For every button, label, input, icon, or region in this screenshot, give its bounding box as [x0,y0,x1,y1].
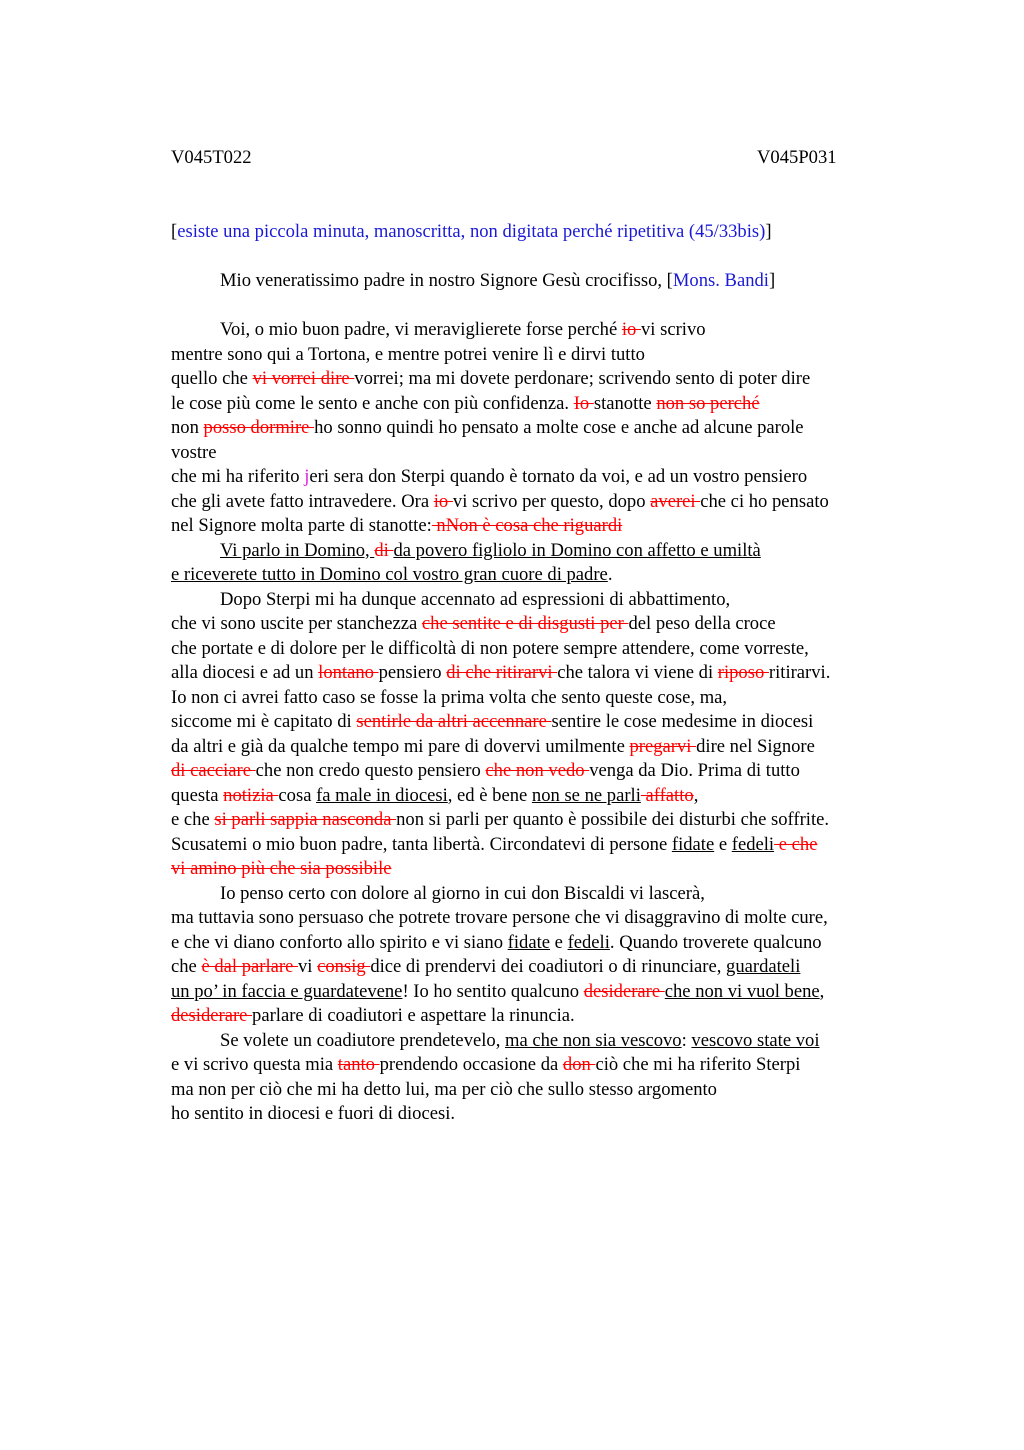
deleted-text: averei [650,490,701,512]
text-segment: ho sentito in diocesi e fuori di diocesi. [171,1103,456,1124]
text-segment: non si parli per quanto è possibile dei disturbi che soffrite. [396,809,830,830]
text-segment: siccome mi è capitato di [171,711,357,732]
text-segment: vostre [171,441,217,463]
deleted-text: lontano [318,662,379,683]
text-line [171,955,931,980]
document-code-right: V045P031 [757,147,837,168]
salutation-text: Mio veneratissimo padre in nostro Signore Gesù crocifisso, [ [220,270,673,291]
text-line [171,490,931,515]
text-line [171,906,931,931]
text-line [171,808,931,833]
deleted-text: di [374,539,394,561]
text-line [171,759,931,784]
deleted-text: vi vorrei dire [252,368,355,389]
underlined-text: che non vi vuol bene [664,980,820,1002]
text-line [171,563,931,588]
deleted-text: riposo [717,662,769,683]
deleted-text: Io [573,392,594,414]
deleted-text: di cacciare [171,760,256,781]
text-segment: ho sonno quindi ho pensato a molte cose e anche ad alcune parole [314,417,804,438]
text-line [171,1053,931,1078]
text-segment: vi scrivo [641,319,706,340]
text-segment: Io non ci avrei fatto caso se fosse la prima volta che sento queste cose, ma, [171,686,728,708]
text-segment: e vi scrivo questa mia [171,1054,338,1075]
text-segment: sentire le cose medesime in diocesi [551,711,814,732]
text-segment: prendendo occasione da [379,1054,563,1075]
text-segment: dice di prendervi dei coadiutori o di rinunciare, [370,956,727,977]
text-segment: ciò che mi ha riferito Sterpi [595,1054,801,1075]
underlined-text: fa male in diocesi [316,784,448,806]
text-segment: parlare di coadiutori e aspettare la rinuncia. [252,1005,575,1026]
deleted-text: posso dormire [203,417,315,438]
text-segment: ma non per ciò che mi ha detto lui, ma per ciò che sullo stesso argomento [171,1078,717,1100]
text-line [171,392,931,417]
underlined-text: fedeli [731,833,775,855]
text-segment: ! Io ho sentito qualcuno [402,980,584,1002]
deleted-text: è dal parlare [201,956,298,977]
text-segment: che mi ha riferito [171,466,305,487]
deleted-text: don [562,1054,596,1075]
text-line [171,441,931,466]
text-segment: quello che [171,368,253,389]
document-code-left: V045T022 [171,147,252,168]
text-segment: del peso della croce [628,613,776,634]
text-segment: che non credo questo pensiero [255,760,486,781]
underlined-text: vescovo state voi [691,1029,820,1051]
deleted-text: affatto [640,784,694,806]
text-segment: che ci ho pensato [700,490,829,512]
underlined-text: fidate [671,833,715,855]
recipient-name: Mons. Bandi [672,270,769,291]
text-segment: Se volete un coadiutore prendetevelo, [220,1029,505,1051]
deleted-text: e che [774,833,818,855]
text-segment: , ed è bene [447,784,532,806]
text-line [171,833,931,858]
note-bracket-open: [ [171,221,178,242]
deleted-text: consig [317,956,371,977]
text-line [171,931,931,956]
text-segment: e che [171,809,215,830]
text-segment: venga da Dio. Prima di tutto [589,760,800,781]
text-line [171,588,931,613]
text-segment: e [714,833,732,855]
text-segment: : [681,1029,692,1051]
text-segment: mentre sono qui a Tortona, e mentre potrei venire lì e dirvi tutto [171,343,645,365]
text-segment: che gli avete fatto intravedere. Ora [171,490,434,512]
text-line [171,1078,931,1103]
text-line [171,980,931,1005]
text-segment: che [171,956,202,977]
text-line [171,612,931,637]
note-text: esiste una piccola minuta, manoscritta, non digitata perché ripetitiva (45/33bis) [177,221,766,242]
underlined-text: ma che non sia vescovo [505,1029,682,1051]
text-segment: vi [297,956,318,977]
deleted-text: vi amino più che sia possibile [171,858,392,879]
text-segment: Io penso certo con dolore al giorno in cui don Biscaldi vi lascerà, [220,882,705,904]
deleted-text: desiderare [583,980,665,1002]
deleted-text: notizia [223,784,279,806]
text-segment: pensiero [378,662,447,683]
deleted-text: io [621,319,641,340]
text-segment: questa [171,784,224,806]
editorial-note [171,220,931,245]
deleted-text: nNon è cosa che riguardi [431,515,623,536]
text-line [171,367,931,392]
text-line [171,735,931,760]
text-segment: dire nel Signore [696,735,815,757]
deleted-text: si parli sappia nasconda [214,809,397,830]
text-segment: non [171,417,204,438]
text-segment: che portate e di dolore per le difficoltà di non potere sempre attendere, come vorreste, [171,637,809,659]
text-segment: , [819,980,825,1002]
underlined-text: guardateli [726,956,801,977]
text-segment: e che vi diano conforto allo spirito e vi siano [171,931,508,953]
underlined-text: fidate [507,931,550,953]
underlined-text: da povero figliolo in Domino con affetto e umiltà [393,539,761,561]
text-segment: ritirarvi. [768,662,831,683]
text-segment: cosa [278,784,317,806]
text-segment: ma tuttavia sono persuaso che potrete trovare persone che vi disaggravino di molte cure, [171,907,828,928]
text-segment: . Quando troverete qualcuno [609,931,822,953]
deleted-text: pregarvi [629,735,697,757]
salutation [171,269,931,294]
text-segment: eri sera don Sterpi quando è tornato da voi, e ad un vostro pensiero [309,466,808,487]
text-line [171,539,931,564]
text-segment: vi scrivo per questo, dopo [452,490,651,512]
text-line [171,661,931,686]
text-segment: stanotte [593,392,657,414]
deleted-text: io [433,490,453,512]
text-line [171,710,931,735]
text-line [171,416,931,441]
text-line [171,343,931,368]
text-line [171,465,931,490]
underlined-text: un po’ in faccia e guardatevene [171,980,403,1002]
deleted-text: non so perché [656,392,760,414]
note-bracket-close: ] [765,221,772,242]
text-segment: , [693,784,699,806]
text-line [171,514,931,539]
text-segment: che vi sono uscite per stanchezza [171,613,422,634]
text-line [171,1102,931,1127]
text-line [171,784,931,809]
deleted-text: di che ritirarvi [446,662,558,683]
underlined-text: Vi parlo in Domino, [220,539,375,561]
text-line [171,1004,931,1029]
deleted-text: desiderare [171,1005,253,1026]
deleted-text: sentirle da altri accennare [356,711,552,732]
letter-text [171,318,931,1127]
text-line [171,686,931,711]
highlighted-letter: j [304,466,310,487]
text-segment: Voi, o mio buon padre, vi meraviglierete forse perché [220,319,622,340]
salutation-bracket-close: ] [768,270,776,291]
letter-body [171,220,931,1127]
text-line [171,637,931,662]
text-segment: e [550,931,568,953]
text-segment: . [607,564,613,585]
text-segment: Scusatemi o mio buon padre, tanta libertà. Circondatevi di persone [171,833,672,855]
underlined-text: fedeli [567,931,610,953]
deleted-text: che sentite e di disgusti per [421,613,629,634]
text-segment: Dopo Sterpi mi ha dunque accennato ad espressioni di abbattimento, [220,588,731,610]
underlined-text: e riceverete tutto in Domino col vostro gran cuore di padre [171,564,608,585]
text-segment: alla diocesi e ad un [171,662,319,683]
underlined-text: non se ne parli [531,784,641,806]
text-segment: vorrei; ma mi dovete perdonare; scrivendo sento di poter dire [354,368,811,389]
text-line [171,857,931,882]
text-line [171,1029,931,1054]
text-segment: da altri e già da qualche tempo mi pare di dovervi umilmente [171,735,630,757]
text-segment: nel Signore molta parte di stanotte: [171,515,432,536]
deleted-text: tanto [337,1054,380,1075]
text-line [171,318,931,343]
deleted-text: che non vedo [485,760,590,781]
text-segment: le cose più come le sento e anche con più confidenza. [171,392,574,414]
text-line [171,882,931,907]
text-segment: che talora vi viene di [557,662,718,683]
